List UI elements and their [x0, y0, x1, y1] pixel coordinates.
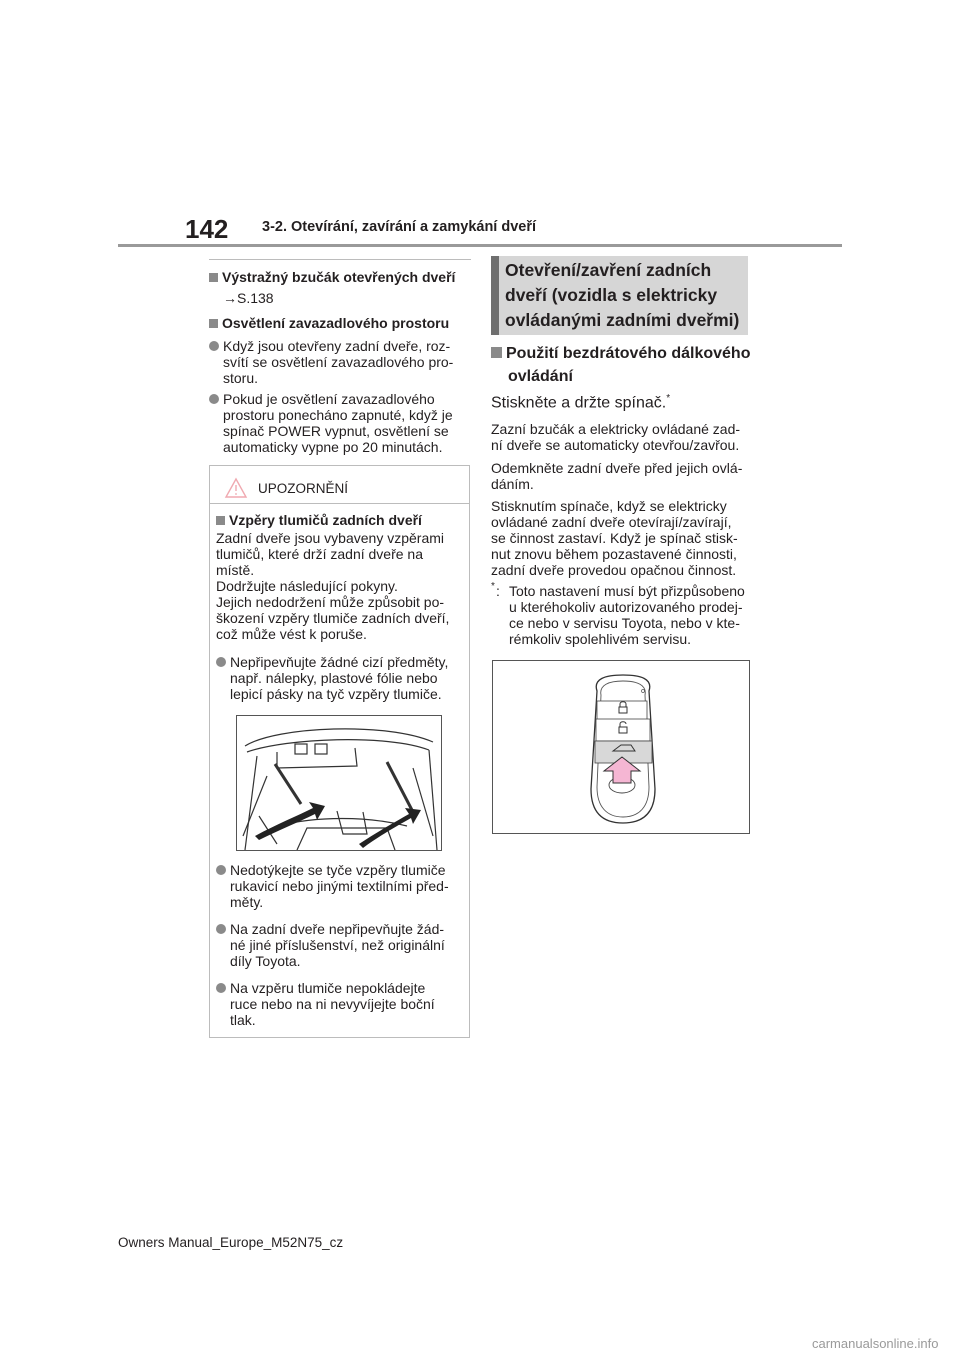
caution-bullet-no-gloves: Nedotýkejte se tyče vzpěry tlumiče rukavicí nebo jinými textilními před- měty.: [216, 862, 470, 910]
damper-strut-illustration: [236, 715, 442, 851]
heading-door-buzzer: Výstražný bzučák otevřených dveří: [209, 269, 455, 285]
caution-title: UPOZORNĚNÍ: [258, 481, 349, 496]
heading-remote: Použití bezdrátového dálkového ovládání: [491, 342, 748, 388]
caution-heading: Vzpěry tlumičů zadních dveří: [216, 512, 422, 528]
key-fob-illustration: [492, 660, 750, 834]
left-top-rule: [209, 259, 471, 260]
section-title-bar: [491, 256, 499, 335]
round-bullet-icon: [216, 657, 226, 667]
square-bullet-icon: [491, 347, 502, 358]
square-bullet-icon: [216, 516, 225, 525]
section-title-text: Otevření/zavření zadních dveří (vozidla s elektricky ovládanými zadními dveřmi): [505, 260, 740, 330]
footnote: * : Toto nastavení musí být přizpůsobeno u kteréhokoliv autorizovaného prodej- ce nebo v servisu Toyota, nebo v kte- rémkoliv spolehlivém servisu.: [491, 581, 745, 647]
footer-text: Owners Manual_Europe_M52N75_cz: [118, 1235, 344, 1250]
watermark: carmanualsonline.info: [812, 1336, 939, 1351]
header-rule: [118, 244, 842, 247]
paragraph-stop: Stisknutím spínače, když se elektricky ovládané zadní dveře otevírají/zavírají, se činnost zastaví. Když je spínač stisk- nut znovu během pozastavené činnosti, zadní dveře provedou opačnou činnost.: [491, 498, 738, 578]
tailgate-strut-drawing: [237, 716, 441, 850]
smart-key-drawing: [493, 661, 749, 833]
round-bullet-icon: [209, 394, 219, 404]
heading-luggage-light: Osvětlení zavazadlového prostoru: [209, 315, 449, 331]
caution-bullet-no-accessories: Na zadní dveře nepřipevňujte žád- né jiné příslušenství, než originální díly Toyota.: [216, 921, 470, 969]
page-reference: →S.138: [223, 290, 274, 306]
caution-bullet-no-objects: Nepřipevňujte žádné cizí předměty, např. nálepky, plastové fólie nebo lepicí pásky na tyč vzpěry tlumiče.: [216, 654, 470, 702]
bullet-light-auto-off: Pokud je osvětlení zavazadlového prostoru ponecháno zapnuté, když je spínač POWER vypnut, osvětlení se automaticky vypne po 20 minutách.: [209, 391, 473, 455]
instruction-text: Stiskněte a držte spínač.*: [491, 393, 671, 412]
square-bullet-icon: [209, 319, 218, 328]
warning-triangle-icon: [224, 477, 248, 499]
caution-bullet-no-pressure: Na vzpěru tlumiče nepokládejte ruce nebo na ni nevyvíjejte boční tlak.: [216, 980, 470, 1028]
round-bullet-icon: [216, 983, 226, 993]
round-bullet-icon: [209, 341, 219, 351]
bullet-light-on: Když jsou otevřeny zadní dveře, roz- svítí se osvětlení zavazadlového pro- storu.: [209, 338, 473, 386]
caution-paragraph: Zadní dveře jsou vybaveny vzpěrami tlumičů, které drží zadní dveře na místě. Dodržujte následující pokyny. Jejich nedodržení může způsobit po- škození vzpěry tlumiče zadních dveří, což může vést k poruše.: [216, 530, 450, 642]
round-bullet-icon: [216, 865, 226, 875]
section-title: 3-2. Otevírání, zavírání a zamykání dveří: [262, 219, 537, 235]
lock-button: [596, 719, 650, 741]
paragraph-buzzer: Zazní bzučák a elektricky ovládané zad- ní dveře se automaticky otevřou/zavřou.: [491, 421, 741, 453]
paragraph-unlock: Odemkněte zadní dveře před jejich ovlá- dáním.: [491, 460, 743, 492]
page-number: 142: [185, 214, 229, 244]
round-bullet-icon: [216, 924, 226, 934]
square-bullet-icon: [209, 273, 218, 282]
caution-divider: [209, 503, 469, 504]
